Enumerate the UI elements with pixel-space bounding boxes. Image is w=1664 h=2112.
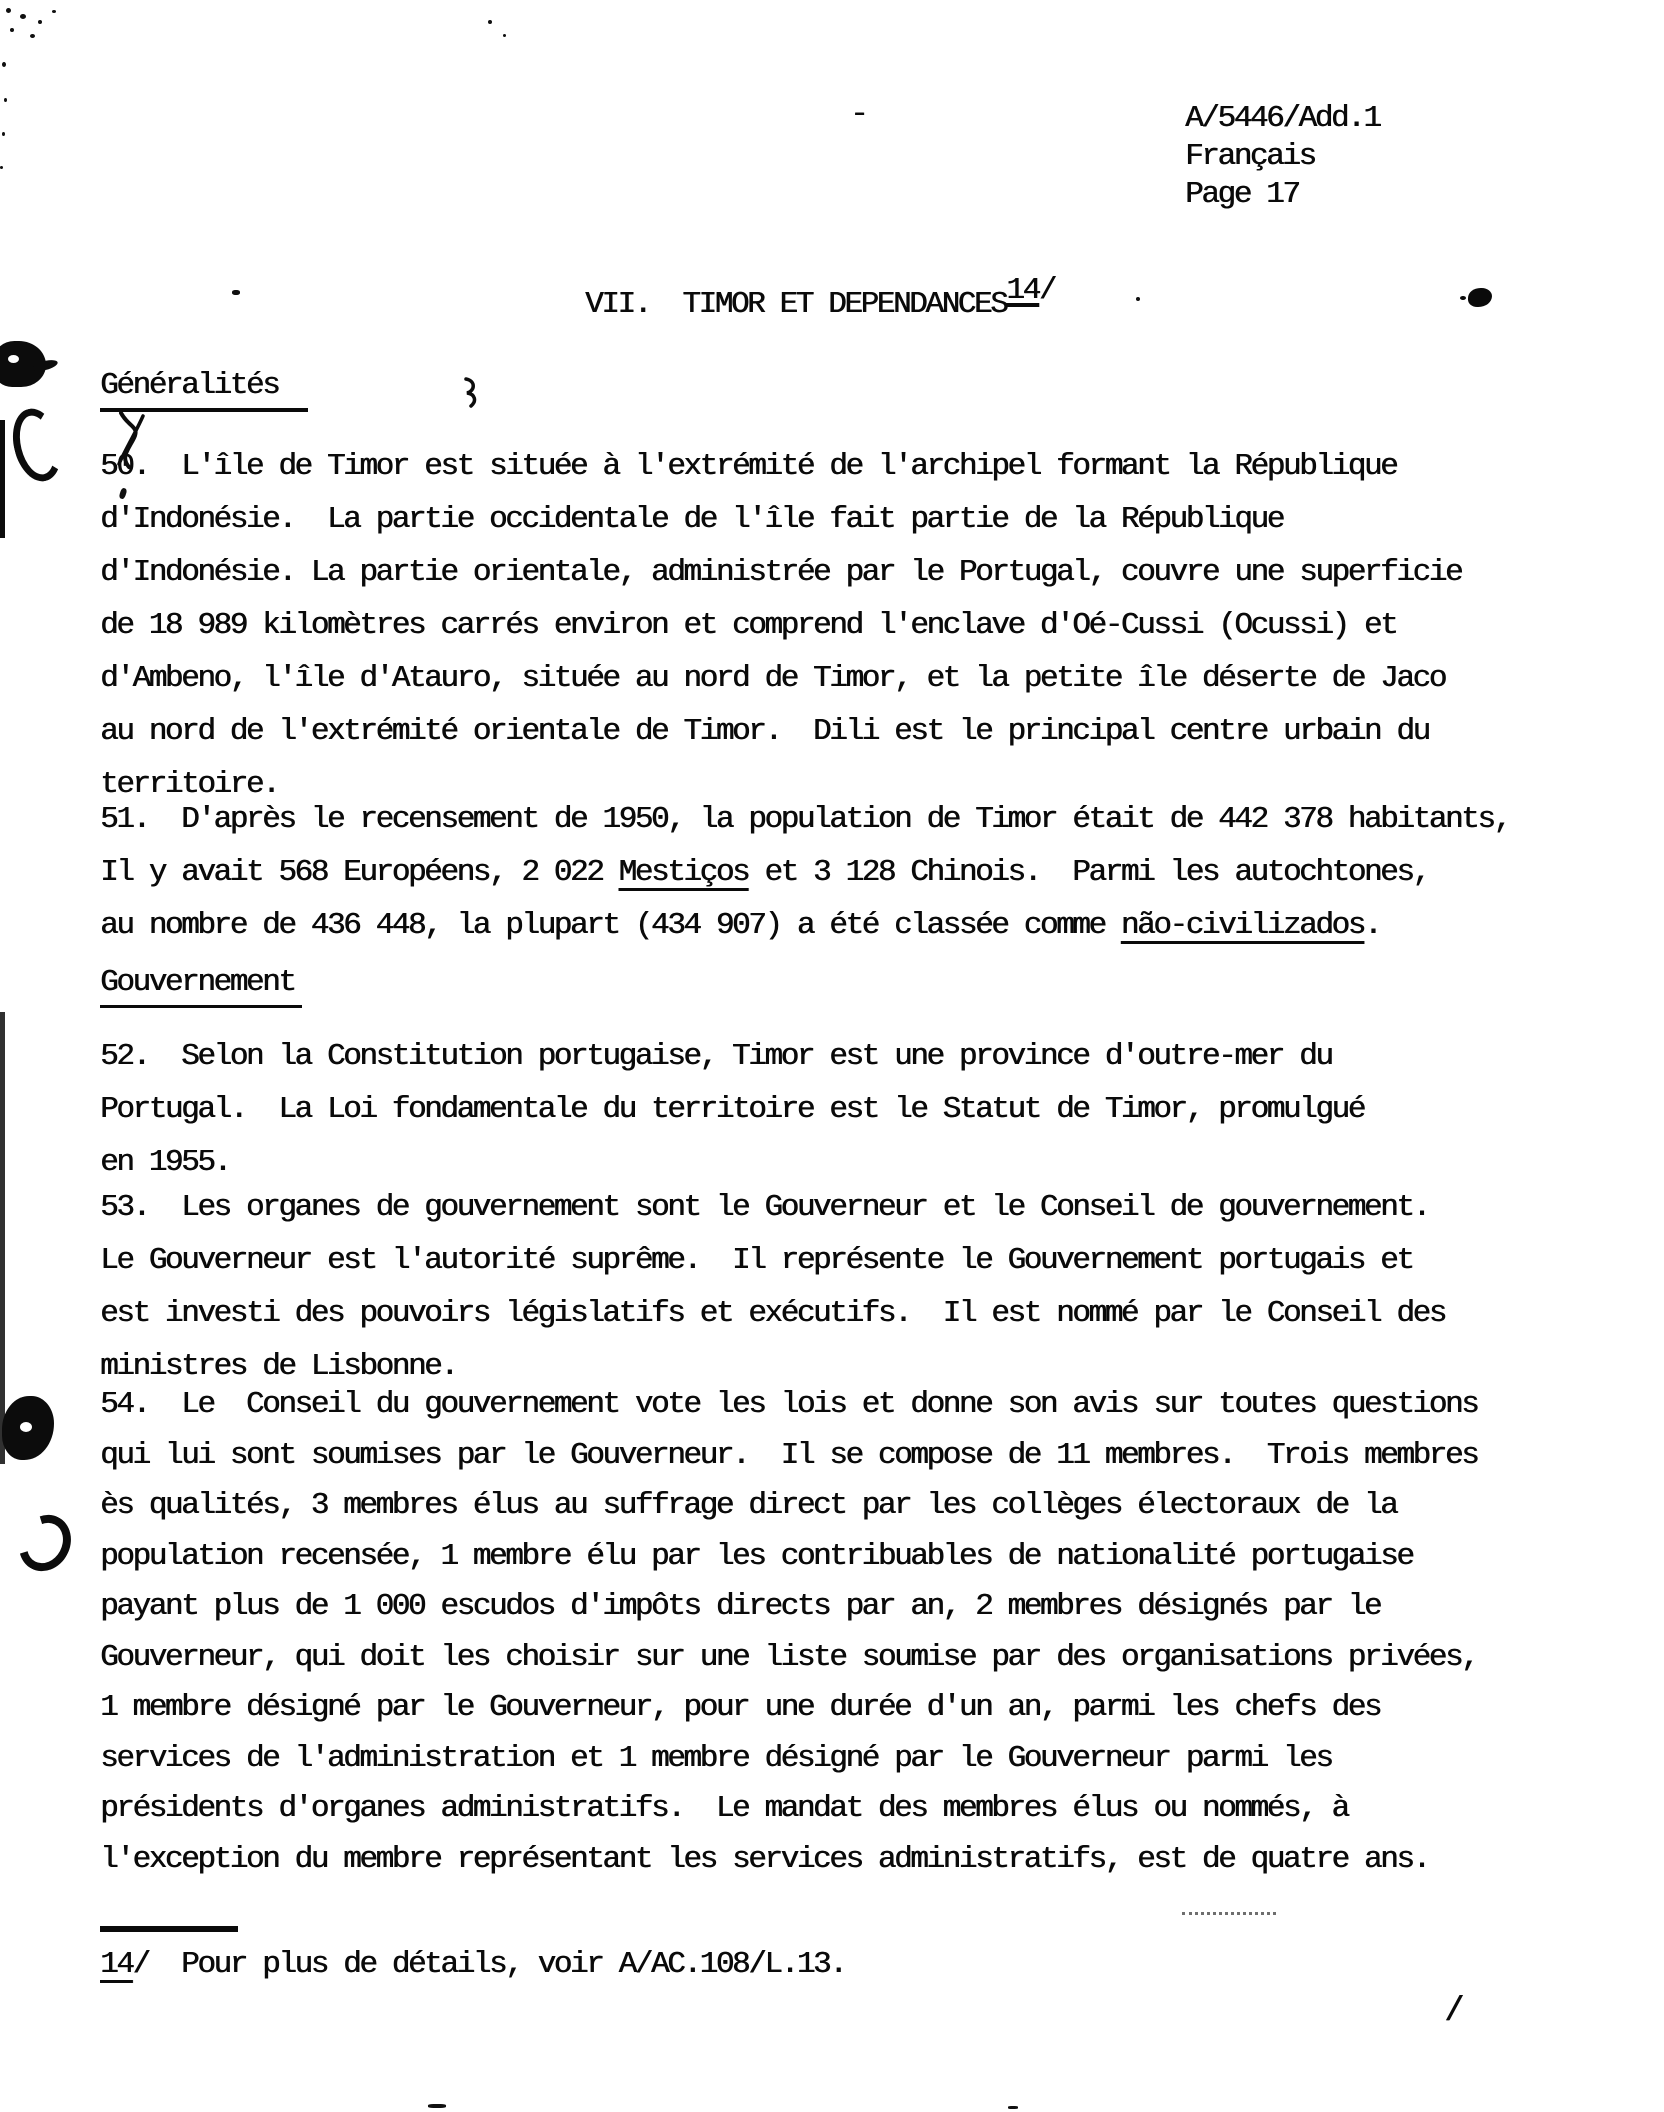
footnote-number: 14 [100,1947,133,1982]
paragraph-53-line: ministres de Lisbonne. [100,1349,457,1384]
footnote-slash: / [132,1947,149,1982]
ink-swirl-mark [9,1506,80,1581]
footnote-divider [100,1926,238,1932]
handwritten-mark [113,410,151,470]
paragraph-51 [100,793,1510,952]
doc-reference: A/5446/Add.1 [1185,101,1380,136]
paragraph-50-line: 50. L'île de Timor est située à l'extrémité de l'archipel formant la République [100,449,1397,484]
paragraph-50-line: d'Ambeno, l'île d'Atauro, située au nord de Timor, et la petite île déserte de Jaco [100,661,1445,696]
footnote [100,1938,845,1991]
underlined-term-mesticos: Mestiços [618,855,749,890]
paragraph-54-line: l'exception du membre représentant les services administratifs, est de quatre ans. [100,1841,1429,1877]
paragraph-53-line: 53. Les organes de gouvernement sont le Gouverneur et le Conseil de gouvernement. [100,1190,1429,1225]
scan-speckle [4,98,7,102]
scan-speckle [503,34,506,37]
paragraph-53 [100,1181,1445,1393]
footnote-reference-slash: / [1038,273,1055,308]
scan-speckle [428,2104,446,2108]
paragraph-50-line: d'Indonésie. La partie occidentale de l'île fait partie de la République [100,502,1283,537]
page-title [585,273,1055,331]
ink-curl-mark [6,404,69,487]
ink-blot [1468,288,1492,307]
paragraph-50-line: d'Indonésie. La partie orientale, administrée par le Portugal, couvre une superficie [100,555,1462,590]
stray-dash-mark: - [850,97,867,132]
paragraph-50-line: territoire. [100,767,279,802]
ink-smudge [0,341,46,387]
paragraph-54-line: 54. Le Conseil du gouvernement vote les lois et donne son avis sur toutes questions [100,1387,1478,1422]
scan-speckle [232,290,240,295]
scan-speckle [10,28,14,32]
paragraph-52-line: Portugal. La Loi fondamentale du territoire est le Statut de Timor, promulgué [100,1092,1364,1127]
paragraph-54 [100,1380,1477,1885]
footnote-line [100,1938,845,1991]
scan-edge-strip [0,1012,5,1464]
paragraph-52 [100,1030,1364,1189]
scan-speckle [2,62,6,67]
scan-speckle [38,20,42,24]
scan-edge-strip [0,420,5,538]
paragraph-54-line: payant plus de 1 000 escudos d'impôts directs par an, 2 membres désignés par le [100,1589,1381,1624]
paragraph-52-line: 52. Selon la Constitution portugaise, Timor est une province d'outre-mer du [100,1039,1332,1074]
paragraph-54-line: services de l'administration et 1 membre désigné par le Gouverneur parmi les [100,1740,1332,1776]
paragraph-51-line [100,846,1510,899]
footnote-reference-number: 14 [1006,273,1039,308]
paragraph-50-line: de 18 989 kilomètres carrés environ et comprend l'enclave d'Oé-Cussi (Ocussi) et [100,608,1397,643]
scan-speckle [20,14,26,19]
ink-smudge [2,1396,54,1460]
scan-speckle [30,34,35,38]
paragraph-54-line: population recensée, 1 membre élu par les contribuables de nationalité portugaise [100,1538,1413,1574]
doc-page-number: Page 17 [1185,177,1299,212]
paragraph-51-line [100,899,1510,952]
title-text: VII. TIMOR ET DEPENDANCES [585,287,1007,322]
scan-speckle [52,10,56,13]
scan-speckle [0,166,3,169]
scan-speckle [6,8,11,13]
heading-generalites: Généralités [100,368,308,412]
doc-language: Français [1185,139,1315,174]
paragraph-50 [100,440,1461,811]
paragraph-54-line: présidents d'organes administratifs. Le mandat des membres élus ou nommés, à [100,1791,1348,1826]
paragraph-53-line: Le Gouverneur est l'autorité suprême. Il représente le Gouvernement portugais et [100,1243,1413,1278]
paragraph-51-text: Il y avait 568 Européens, 2 022 [100,855,619,890]
small-squiggle-mark [462,377,482,409]
paragraph-54-line: 1 membre désigné par le Gouverneur, pour une durée d'un an, parmi les chefs des [100,1690,1381,1725]
paragraph-54-line: Gouverneur, qui doit les choisir sur une liste soumise par des organisations privées, [100,1639,1478,1675]
scan-speckle [1008,2106,1018,2109]
underlined-term-nao-civilizados: não-civilizados [1120,908,1364,943]
paragraph-52-line: en 1955. [100,1145,230,1180]
scan-speckle [2,132,5,136]
paragraph-51-text: au nombre de 436 448, la plupart (434 907) a été classée comme [100,908,1121,943]
paragraph-50-line: au nord de l'extrémité orientale de Timor. Dili est le principal centre urbain du [100,714,1429,749]
paragraph-54-line: ès qualités, 3 membres élus au suffrage direct par les collèges électoraux de la [100,1488,1397,1523]
footnote-reference [1006,273,1055,308]
faint-dotted-mark [1182,1912,1276,1915]
scan-speckle [488,20,492,24]
footnote-text: Pour plus de détails, voir A/AC.108/L.13. [148,1947,846,1982]
paragraph-51-text: et 3 128 Chinois. Parmi les autochtones, [748,855,1429,890]
paragraph-51-line: 51. D'après le recensement de 1950, la population de Timor était de 442 378 habitants, [100,802,1510,837]
stray-slash-mark: / [1444,1993,1463,2031]
document-header [1185,100,1379,214]
paragraph-54-line: qui lui sont soumises par le Gouverneur. Il se compose de 11 membres. Trois membres [100,1437,1478,1473]
scan-speckle [1136,297,1140,301]
paragraph-51-text: . [1363,908,1381,943]
heading-gouvernement: Gouvernement [100,965,302,1008]
paragraph-53-line: est investi des pouvoirs législatifs et exécutifs. Il est nommé par le Conseil des [100,1296,1445,1331]
